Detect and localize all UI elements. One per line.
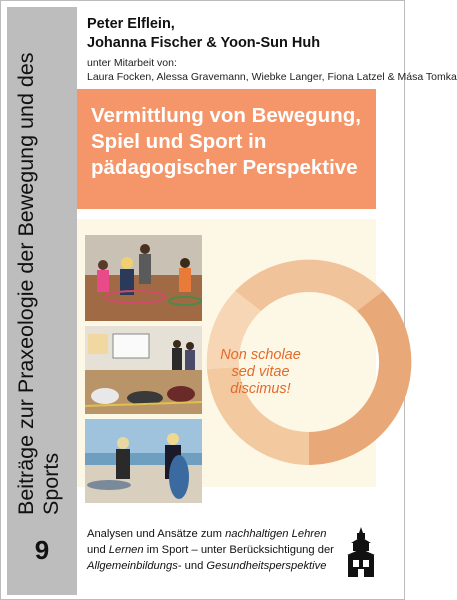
- series-title: Beiträge zur Praxeologie der Bewegung und des Sports: [14, 52, 63, 515]
- title-line-1: Vermittlung von Bewegung,: [91, 104, 361, 127]
- subtitle-part: - und: [177, 560, 207, 572]
- author-line-1: Peter Elflein,: [87, 16, 175, 32]
- series-spine-band: [7, 7, 77, 595]
- subtitle-part: und: [87, 544, 109, 556]
- publisher-logo-icon: [343, 527, 379, 579]
- subtitle-italic: nachhaltigen Lehren: [225, 528, 327, 540]
- motto: [213, 347, 308, 398]
- title-line-2: Spiel und Sport in: [91, 130, 267, 153]
- photo-beach-surf: [85, 419, 202, 503]
- subtitle-part: im Sport – unter Berücksichtigung der: [143, 544, 334, 556]
- ring-segment-right: [309, 291, 411, 465]
- motto-line-1: Non scholae: [220, 347, 301, 363]
- authors: [87, 15, 320, 53]
- cover-artwork: [77, 219, 376, 487]
- subtitle-italic: Allgemeinbildungs: [87, 560, 178, 572]
- volume-number: 9: [34, 535, 50, 565]
- subtitle-part: Analysen und Ansätze zum: [87, 528, 226, 540]
- motto-line-2: sed vitae: [231, 364, 290, 380]
- ring-segment-top: [235, 260, 383, 311]
- title-line-3: pädagogischer Perspektive: [91, 156, 358, 179]
- collaborators-names: Laura Focken, Alessa Gravemann, Wiebke Langer, Fiona Latzel & Mása Tomka: [87, 71, 457, 83]
- collaborators-label: unter Mitarbeit von:: [87, 57, 177, 69]
- subtitle: [87, 526, 387, 574]
- collaborators: [87, 56, 457, 84]
- motto-line-3: discimus!: [230, 381, 291, 397]
- photo-classroom: [85, 326, 202, 414]
- book-title: [91, 103, 371, 181]
- photo-gym-children: [85, 235, 202, 321]
- author-line-2: Johanna Fischer & Yoon-Sun Huh: [87, 35, 321, 51]
- subtitle-italic: Lernen: [108, 544, 144, 556]
- title-band: [77, 89, 376, 209]
- subtitle-italic: Gesundheitsperspektive: [206, 560, 327, 572]
